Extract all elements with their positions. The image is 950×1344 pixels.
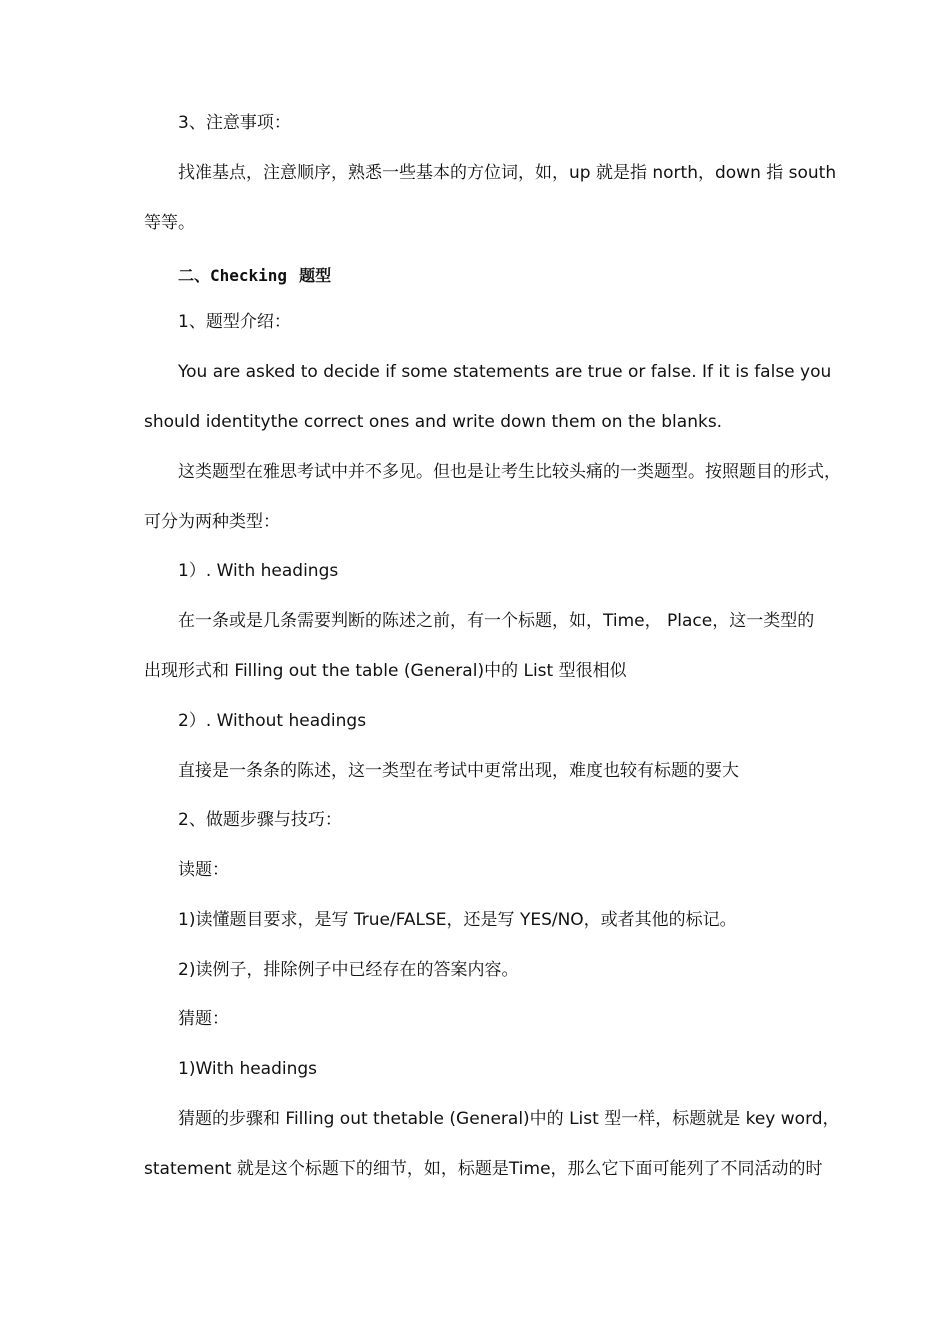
step-label-guessing: 猜题： <box>178 1009 229 1029</box>
paragraph-line: 猜题的步骤和 Filling out thetable (General)中的 List 型一样，标题就是 key word， <box>178 1109 840 1129</box>
list-item-with-headings: 1）. With headings <box>178 561 339 581</box>
section-heading-suffix: 题型 <box>299 266 332 285</box>
subsection-heading-notes: 3、注意事项： <box>178 113 291 133</box>
list-item: 1)With headings <box>178 1059 318 1079</box>
paragraph-line: You are asked to decide if some statements are true or false. If it is false you <box>178 362 832 382</box>
section-heading-prefix: 二、Checking <box>178 266 288 285</box>
list-item: 2)读例子，排除例子中已经存在的答案内容。 <box>178 960 519 980</box>
list-item: 1)读懂题目要求，是写 True/FALSE，还是写 YES/NO，或者其他的标记。 <box>178 910 737 930</box>
subsection-heading-intro: 1、题型介绍： <box>178 312 291 332</box>
paragraph-line: should identitythe correct ones and write down them on the blanks. <box>144 412 723 432</box>
section-heading-checking <box>178 264 824 288</box>
subsection-heading-steps: 2、做题步骤与技巧： <box>178 810 342 830</box>
paragraph-line: 这类题型在雅思考试中并不多见。但也是让考生比较头痛的一类题型。按照题目的形式， <box>178 462 841 482</box>
paragraph-line: 在一条或是几条需要判断的陈述之前，有一个标题，如，Time， Place，这一类型的 <box>178 611 815 631</box>
paragraph-line: 等等。 <box>144 213 195 233</box>
step-label-reading: 读题： <box>178 860 229 880</box>
paragraph-line: 找准基点，注意顺序，熟悉一些基本的方位词，如，up 就是指 north，down 指 south <box>178 163 837 183</box>
paragraph-line: 直接是一条条的陈述，这一类型在考试中更常出现，难度也较有标题的要大 <box>178 761 739 781</box>
paragraph-line: statement 就是这个标题下的细节，如，标题是Time，那么它下面可能列了不同活动的时 <box>144 1159 823 1179</box>
paragraph-line: 可分为两种类型： <box>144 512 280 532</box>
list-item-without-headings: 2）. Without headings <box>178 711 367 731</box>
paragraph-line: 出现形式和 Filling out the table (General)中的 List 型很相似 <box>144 661 627 681</box>
